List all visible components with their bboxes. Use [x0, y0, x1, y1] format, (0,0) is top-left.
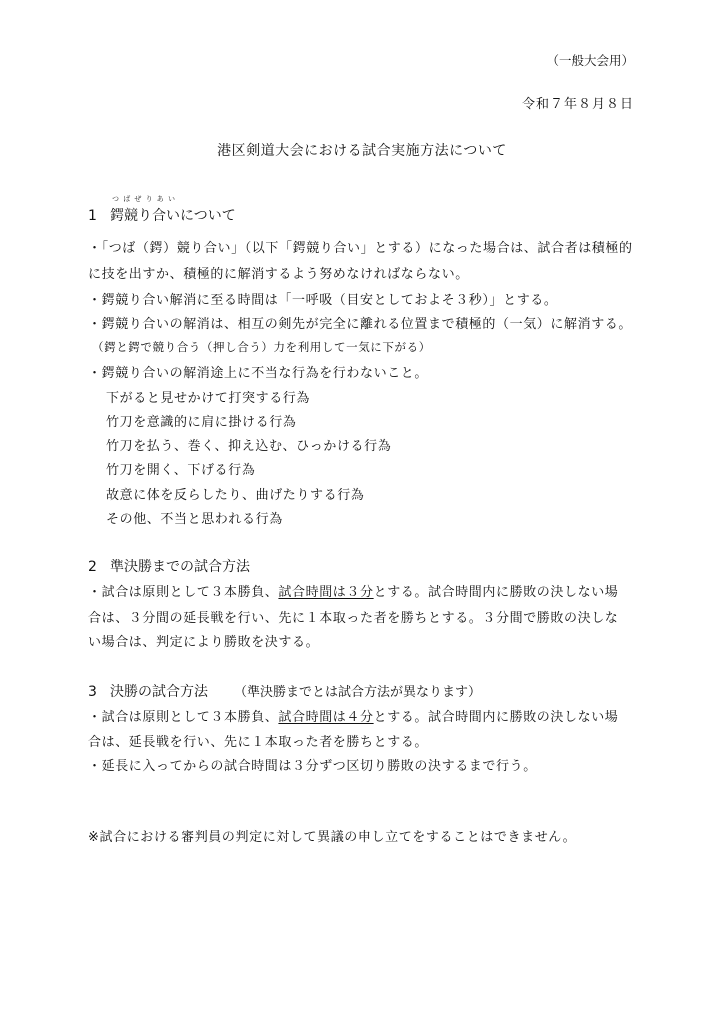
prohibited-act-item: 竹刀を払う、巻く、抑え込む、ひっかける行為 [106, 439, 392, 454]
section-1-title: 鍔競り合いについて [110, 208, 236, 224]
section-2-heading [88, 556, 250, 576]
document-title: 港区剣道大会における試合実施方法について [217, 143, 507, 159]
section-1-heading [88, 205, 236, 225]
section-3-line: ・延長に入ってからの試合時間は３分ずつ区切り勝敗の決するまで行う。 [88, 759, 537, 774]
heading-ruby: つばぜりあい [112, 195, 180, 203]
prohibited-act-item: 故意に体を反らしたり、曲げたりする行為 [106, 488, 365, 503]
section-3-line-text: ・試合は原則として３本勝負、 [88, 710, 279, 725]
section-1-line: ・鍔競り合いの解消は、相互の剣先が完全に離れる位置まで積極的（一気）に解消する。 [88, 317, 633, 332]
section-1-number: 1 [88, 208, 97, 224]
prohibited-act-item: その他、不当と思われる行為 [106, 512, 283, 527]
section-2-line: 合は、３分間の延長戦を行い、先に１本取った者を勝ちとする。３分間で勝敗の決しな [88, 611, 619, 626]
section-2-title: 準決勝までの試合方法 [110, 559, 250, 575]
section-3-number: 3 [88, 684, 97, 700]
document-date: 令和７年８月８日 [521, 97, 634, 112]
section-2-line-text: とする。試合時間内に勝敗の決しない場 [373, 585, 619, 600]
section-2-number: 2 [88, 559, 97, 575]
section-1-note: （鍔と鍔で競り合う（押し合う）力を利用して一気に下がる） [92, 340, 431, 354]
section-2-line: い場合は、判定により勝敗を決する。 [88, 635, 320, 650]
section-3-aside: （準決勝までとは試合方法が異なります） [234, 685, 482, 700]
footnote: ※試合における審判員の判定に対して異議の申し立てをすることはできません。 [88, 830, 577, 845]
semifinal-time-underlined: 試合時間は３分 [278, 585, 374, 600]
section-2-line [88, 581, 618, 600]
section-1-line: に技を出すか、積極的に解消するよう努めなければならない。 [88, 267, 469, 282]
section-2-line-text: ・試合は原則として３本勝負、 [88, 585, 279, 600]
section-1-line: ・鍔競り合い解消に至る時間は「一呼吸（目安としておよそ３秒）」とする。 [88, 293, 558, 308]
prohibited-act-item: 竹刀を意識的に肩に掛ける行為 [106, 415, 297, 430]
category-label: （一般大会用） [546, 53, 634, 68]
section-3-line-text: とする。試合時間内に勝敗の決しない場 [373, 710, 619, 725]
prohibited-act-item: 下がると見せかけて打突する行為 [106, 391, 311, 406]
section-1-line: ・鍔競り合いの解消途上に不当な行為を行わないこと。 [88, 366, 429, 381]
section-3-line [88, 706, 618, 725]
prohibited-act-item: 竹刀を開く、下げる行為 [106, 463, 256, 478]
section-3-line: 合は、延長戦を行い、先に１本取った者を勝ちとする。 [88, 735, 429, 750]
section-1-line: ・「つば（鍔）競り合い」（以下「鍔競り合い」とする）になった場合は、試合者は積極的 [88, 241, 633, 256]
section-3-title: 決勝の試合方法 [110, 684, 208, 700]
final-time-underlined: 試合時間は４分 [278, 710, 374, 725]
section-3-heading [88, 681, 481, 701]
